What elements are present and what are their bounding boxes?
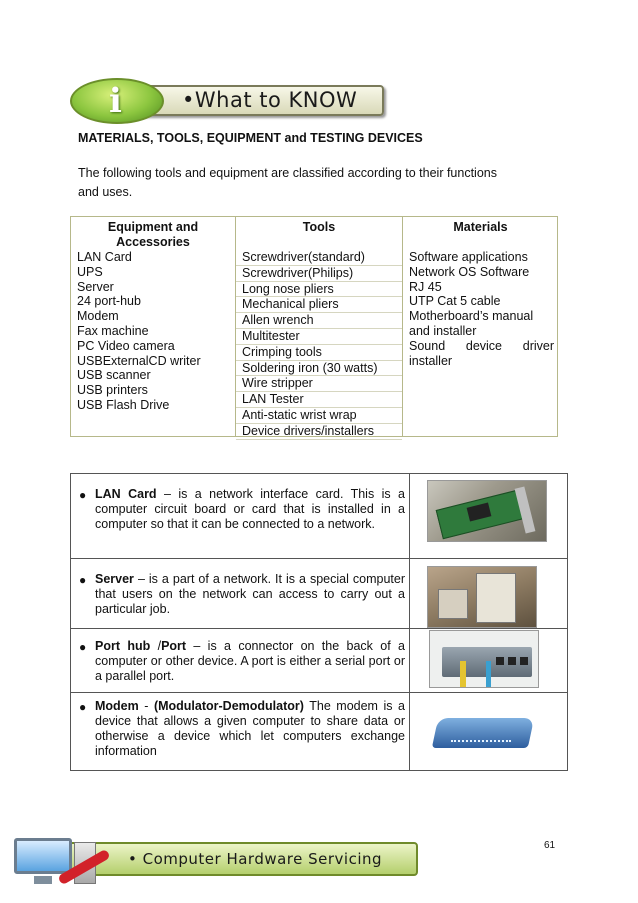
material-item: UTP Cat 5 cable bbox=[409, 294, 501, 309]
equipment-item: 24 port-hub bbox=[77, 294, 141, 309]
definition-separator: - bbox=[138, 699, 154, 713]
material-item: Motherboard’s manual bbox=[409, 309, 534, 324]
info-icon bbox=[70, 78, 164, 124]
definition-text bbox=[95, 639, 405, 684]
definition-term-2: (Modulator-Demodulator) bbox=[153, 699, 304, 713]
modem-photo bbox=[429, 700, 537, 764]
tools-list bbox=[236, 250, 402, 440]
bullet-icon: ● bbox=[79, 700, 87, 714]
network-hub-photo bbox=[429, 630, 539, 688]
server-photo bbox=[427, 566, 537, 628]
materials-list bbox=[403, 250, 558, 368]
tools-column bbox=[235, 217, 403, 436]
definition-text bbox=[95, 572, 405, 617]
definition-term: Port hub bbox=[95, 639, 151, 653]
definition-term: Modem bbox=[95, 699, 139, 713]
bullet-icon: ● bbox=[79, 640, 87, 654]
tool-item: Long nose pliers bbox=[236, 282, 402, 298]
tool-item: Screwdriver(standard) bbox=[236, 250, 402, 266]
material-item: Network OS Software bbox=[409, 264, 530, 279]
footer-title: • Computer Hardware Servicing bbox=[128, 850, 383, 868]
definition-body: – is a connector on the back of a computer or other device. A port is either a serial port or a parallel port. bbox=[95, 639, 405, 683]
definition-row bbox=[71, 474, 567, 558]
equipment-item: USBExternalCD writer bbox=[77, 353, 201, 368]
tool-item: Anti-static wrist wrap bbox=[236, 408, 402, 424]
definition-body: The modem is a device that allows a given computer to share data or otherwise a device which let computers exchange information bbox=[95, 699, 405, 758]
material-item: RJ 45 bbox=[409, 279, 442, 294]
bullet-icon: ● bbox=[79, 573, 87, 587]
tool-item: Device drivers/installers bbox=[236, 424, 402, 440]
material-item: and installer bbox=[409, 323, 477, 338]
material-item: Sound device driver bbox=[409, 338, 554, 353]
tool-item: Mechanical pliers bbox=[236, 297, 402, 313]
materials-header: Materials bbox=[453, 220, 508, 234]
equipment-item: Modem bbox=[77, 309, 119, 324]
classification-table bbox=[70, 216, 558, 437]
equipment-item: Server bbox=[77, 279, 114, 294]
definitions-table bbox=[70, 473, 568, 771]
equipment-item: LAN Card bbox=[77, 250, 132, 264]
banner-title: •What to KNOW bbox=[182, 88, 358, 112]
equipment-item: Fax machine bbox=[77, 323, 149, 338]
definition-body: – is a network interface card. This is a computer circuit board or card that is installed in a computer so that it can be connected to a network. bbox=[95, 487, 405, 531]
equipment-item: PC Video camera bbox=[77, 338, 175, 353]
definition-term-2: Port bbox=[161, 639, 187, 653]
tools-header: Tools bbox=[302, 220, 336, 234]
equipment-item: UPS bbox=[77, 264, 103, 279]
intro-line-2: and uses. bbox=[78, 185, 133, 199]
intro-paragraph bbox=[78, 164, 528, 202]
network-card-photo bbox=[427, 480, 547, 542]
tool-item: Crimping tools bbox=[236, 345, 402, 361]
materials-column bbox=[403, 217, 558, 436]
bullet-icon: ● bbox=[79, 488, 87, 502]
definition-term: Server bbox=[95, 572, 134, 586]
intro-line-1: The following tools and equipment are classified according to their functions bbox=[78, 166, 497, 180]
definition-separator: / bbox=[150, 639, 162, 653]
equipment-list bbox=[71, 250, 201, 413]
tool-item: Wire stripper bbox=[236, 376, 402, 392]
tool-item: LAN Tester bbox=[236, 392, 402, 408]
footer-bar bbox=[68, 842, 418, 876]
definition-body: – is a part of a network. It is a special computer that users on the network can access to carry out a particular job. bbox=[95, 572, 405, 616]
equipment-item: USB scanner bbox=[77, 368, 151, 383]
footer-banner bbox=[8, 828, 428, 892]
material-item: Software applications bbox=[409, 250, 528, 264]
info-icon-letter: i bbox=[109, 81, 122, 121]
tool-item: Allen wrench bbox=[236, 313, 402, 329]
tool-item: Multitester bbox=[236, 329, 402, 345]
computer-wrench-icon bbox=[8, 832, 118, 890]
definition-text bbox=[95, 699, 405, 759]
tool-item: Screwdriver(Philips) bbox=[236, 266, 402, 282]
equipment-column bbox=[71, 217, 235, 436]
material-item: installer bbox=[409, 353, 453, 368]
page-number: 61 bbox=[544, 840, 556, 851]
equipment-item: USB printers bbox=[77, 383, 148, 398]
what-to-know-banner bbox=[70, 78, 388, 124]
equipment-header: Equipment and Accessories bbox=[107, 220, 199, 249]
definition-term: LAN Card bbox=[95, 487, 157, 501]
tool-item: Soldering iron (30 watts) bbox=[236, 361, 402, 377]
equipment-item: USB Flash Drive bbox=[77, 397, 170, 412]
definition-text bbox=[95, 487, 405, 532]
section-heading: MATERIALS, TOOLS, EQUIPMENT and TESTING DEVICES bbox=[78, 131, 423, 145]
